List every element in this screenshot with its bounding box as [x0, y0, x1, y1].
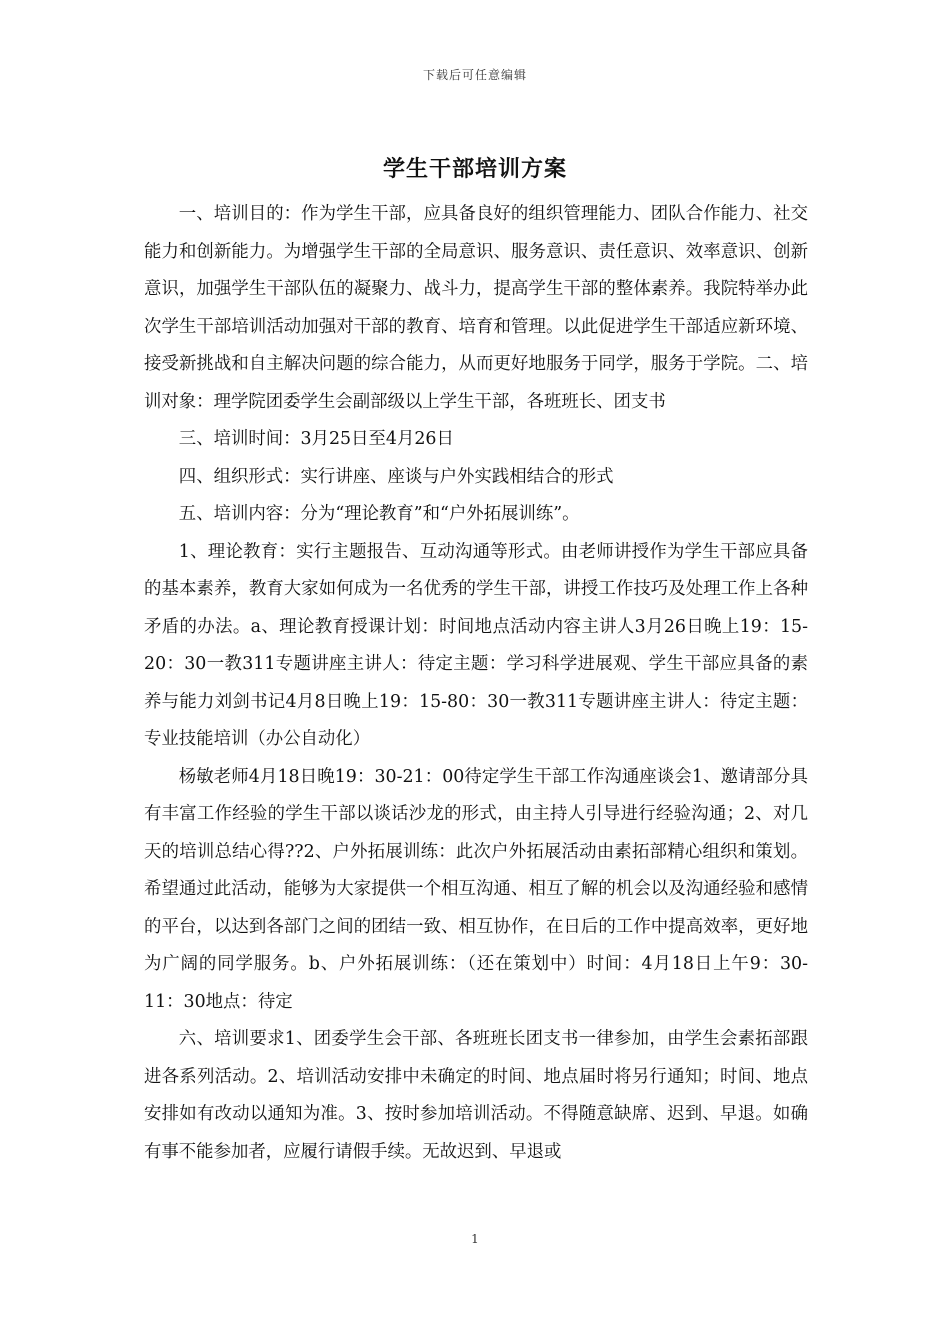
paragraph-requirements: 六、培训要求1、团委学生会干部、各班班长团支书一律参加，由学生会素拓部跟进各系列活动。2、培训活动安排中未确定的时间、地点届时将另行通知；时间、地点安排如有改动以通知为准。3、按时参加培训活动。不得随意缺席、迟到、早退。如确有事不能参加者，应履行请假手续。无故迟到、早退或 — [144, 1029, 808, 1162]
paragraph-time: 三、培训时间：3月25日至4月26日 — [178, 429, 454, 449]
paragraph-format: 四、组织形式：实行讲座、座谈与户外实践相结合的形式 — [178, 466, 614, 487]
paragraph-purpose: 一、培训目的：作为学生干部，应具备良好的组织管理能力、团队合作能力、社交能力和创新能力。为增强学生干部的全局意识、服务意识、责任意识、效率意识、创新意识，加强学生干部队伍的凝聚力、战斗力，提高学生干部的整体素养。我院特举办此次学生干部培训活动加强对干部的教育、培育和管理。以此促进学生干部适应新环境、接受新挑战和自主解决问题的综合能力，从而更好地服务于同学，服务于学院。二、培训对象：理学院团委学生会副部级以上学生干部，各班班长、团支书 — [144, 204, 808, 412]
paragraph-theory-education: 1、理论教育：实行主题报告、互动沟通等形式。由老师讲授作为学生干部应具备的基本素养，教育大家如何成为一名优秀的学生干部，讲授工作技巧及处理工作上各种矛盾的办法。a、理论教育授课计划：时间地点活动内容主讲人3月26日晚上19：15-20：30一教311专题讲座主讲人：待定主题：学习科学进展观、学生干部应具备的素养与能力刘剑书记4月8日晚上19：15-80：30一教311专题讲座主讲人：待定主题：专业技能培训（办公自动化） — [144, 541, 808, 749]
paragraph-content: 五、培训内容：分为“理论教育”和“户外拓展训练”。 — [178, 504, 580, 524]
paragraph-outdoor-training: 杨敏老师4月18日晚19：30-21：00待定学生干部工作沟通座谈会1、邀请部分具有丰富工作经验的学生干部以谈话沙龙的形式，由主持人引导进行经验沟通；2、对几天的培训总结心得??2、户外拓展训练：此次户外拓展活动由素拓部精心组织和策划。希望通过此活动，能够为大家提供一个相互沟通、相互了解的机会以及沟通经验和感情的平台，以达到各部门之间的团结一致、相互协作，在日后的工作中提高效率，更好地为广阔的同学服务。b、户外拓展训练：（还在策划中）时间：4月18日上午9：30-11：30地点：待定 — [144, 766, 808, 1012]
document-body — [144, 196, 808, 1171]
document-title: 学生干部培训方案 — [382, 156, 567, 182]
page-number: 1 — [471, 1232, 479, 1246]
page-header: 下载后可任意编辑 — [422, 68, 527, 82]
